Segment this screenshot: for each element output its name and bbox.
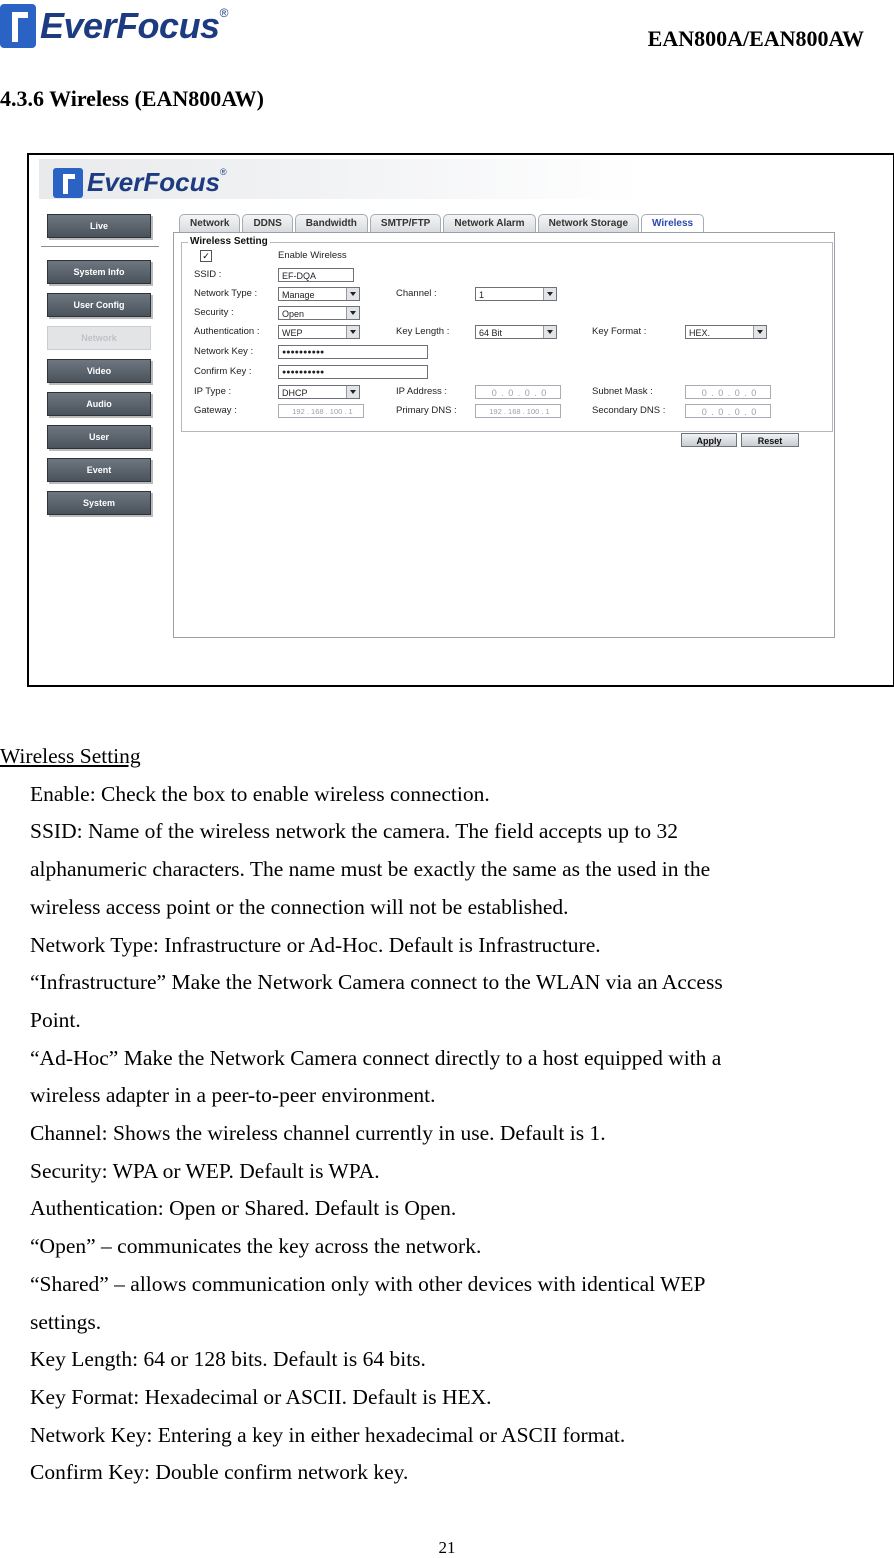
body-line: Point. — [30, 1007, 81, 1032]
key-length-value: 64 Bit — [479, 328, 503, 338]
primary-dns-label: Primary DNS : — [396, 405, 457, 416]
confirm-key-input[interactable]: ●●●●●●●●●● — [278, 365, 428, 379]
wireless-setting-group — [181, 236, 833, 432]
subnet-mask-label: Subnet Mask : — [592, 386, 653, 397]
sidebar-system-info-button[interactable]: System Info — [47, 260, 151, 284]
ssid-label: SSID : — [194, 269, 222, 280]
ssid-input[interactable]: EF-DQA — [278, 268, 354, 282]
body-line: “Shared” – allows communication only with other devices with identical WEP — [30, 1271, 706, 1296]
key-length-label: Key Length : — [396, 326, 450, 337]
chevron-down-icon — [346, 288, 359, 300]
body-line: “Ad-Hoc” Make the Network Camera connect directly to a host equipped with a — [30, 1045, 722, 1070]
page-number: 21 — [438, 1538, 456, 1557]
channel-label: Channel : — [396, 288, 437, 299]
tab-bandwidth[interactable]: Bandwidth — [295, 214, 368, 233]
everfocus-logo — [0, 2, 228, 50]
tab-network[interactable]: Network — [179, 214, 240, 233]
section-title: 4.3.6 Wireless (EAN800AW) — [0, 86, 264, 111]
screenshot-frame — [27, 153, 894, 687]
body-line: Channel: Shows the wireless channel currently in use. Default is 1. — [30, 1121, 606, 1146]
registered-mark: ® — [219, 167, 227, 177]
primary-dns-input[interactable]: 192 . 168 . 100 . 1 — [475, 404, 561, 418]
security-value: Open — [282, 309, 305, 319]
channel-value: 1 — [479, 290, 485, 300]
tab-network-storage[interactable]: Network Storage — [538, 214, 639, 233]
key-format-select[interactable] — [685, 325, 767, 339]
network-key-input[interactable]: ●●●●●●●●●● — [278, 345, 428, 359]
enable-wireless-label: Enable Wireless — [278, 250, 347, 261]
chevron-down-icon — [753, 326, 766, 338]
security-label: Security : — [194, 307, 234, 318]
authentication-label: Authentication : — [194, 326, 260, 337]
chevron-down-icon — [346, 326, 359, 338]
channel-select[interactable] — [475, 287, 557, 301]
sidebar-audio-button[interactable]: Audio — [47, 392, 151, 416]
subnet-mask-input[interactable]: 0 . 0 . 0 . 0 — [685, 385, 771, 399]
ip-address-input[interactable]: 0 . 0 . 0 . 0 — [475, 385, 561, 399]
tab-wireless[interactable]: Wireless — [641, 214, 704, 233]
screenshot-header — [39, 159, 639, 199]
sidebar-separator — [41, 246, 159, 247]
network-tabs — [179, 214, 706, 233]
body-line: SSID: Name of the wireless network the camera. The field accepts up to 32 — [30, 819, 678, 844]
body-line: alphanumeric characters. The name must be exactly the same as the used in the — [30, 857, 711, 882]
everfocus-logo-icon — [0, 4, 36, 48]
sidebar-network-button[interactable]: Network — [47, 326, 151, 350]
body-line: Confirm Key: Double confirm network key. — [30, 1460, 409, 1485]
ip-type-label: IP Type : — [194, 386, 232, 397]
confirm-key-label: Confirm Key : — [194, 366, 252, 377]
wireless-setting-legend: Wireless Setting — [190, 236, 268, 247]
body-line: Network Type: Infrastructure or Ad-Hoc. Default is Infrastructure. — [30, 932, 601, 957]
ip-type-select[interactable] — [278, 385, 360, 399]
screenshot-logo-text: EverFocus — [87, 167, 220, 197]
body-line: Security: WPA or WEP. Default is WPA. — [30, 1158, 380, 1183]
body-text — [0, 738, 880, 1492]
security-select[interactable] — [278, 306, 360, 320]
tab-ddns[interactable]: DDNS — [242, 214, 292, 233]
chevron-down-icon — [543, 288, 556, 300]
sidebar-live-button[interactable]: Live — [47, 214, 151, 238]
screenshot-logo — [53, 167, 227, 198]
body-line: Key Length: 64 or 128 bits. Default is 64 bits. — [30, 1347, 426, 1372]
secondary-dns-input[interactable]: 0 . 0 . 0 . 0 — [685, 404, 771, 418]
sidebar-event-button[interactable]: Event — [47, 458, 151, 482]
chevron-down-icon — [346, 386, 359, 398]
network-type-label: Network Type : — [194, 288, 258, 299]
enable-wireless-checkbox[interactable]: ✓ — [200, 250, 212, 262]
wireless-panel — [173, 232, 835, 638]
body-line: wireless adapter in a peer-to-peer environment. — [30, 1083, 436, 1108]
sidebar-video-button[interactable]: Video — [47, 359, 151, 383]
body-line: Enable: Check the box to enable wireless connection. — [30, 781, 490, 806]
ip-address-label: IP Address : — [396, 386, 448, 397]
body-line: Network Key: Entering a key in either hexadecimal or ASCII format. — [30, 1422, 626, 1447]
gateway-label: Gateway : — [194, 405, 237, 416]
everfocus-logo-icon — [53, 168, 83, 198]
key-format-value: HEX. — [689, 328, 711, 338]
body-line: “Open” – communicates the key across the network. — [30, 1234, 482, 1259]
body-line: “Infrastructure” Make the Network Camera connect to the WLAN via an Access — [30, 970, 723, 995]
body-line: wireless access point or the connection will not be established. — [30, 894, 569, 919]
body-line: Key Format: Hexadecimal or ASCII. Default is HEX. — [30, 1384, 492, 1409]
body-line: Authentication: Open or Shared. Default is Open. — [30, 1196, 457, 1221]
network-key-label: Network Key : — [194, 346, 254, 357]
authentication-value: WEP — [282, 328, 303, 338]
secondary-dns-label: Secondary DNS : — [592, 405, 666, 416]
network-type-value: Manage — [282, 290, 315, 300]
tab-network-alarm[interactable]: Network Alarm — [443, 214, 535, 233]
registered-mark: ® — [219, 6, 229, 20]
sidebar-user-button[interactable]: User — [47, 425, 151, 449]
reset-button[interactable]: Reset — [741, 433, 799, 447]
apply-button[interactable]: Apply — [681, 433, 737, 447]
tab-smtp-ftp[interactable]: SMTP/FTP — [370, 214, 441, 233]
sidebar-system-button[interactable]: System — [47, 491, 151, 515]
body-line: settings. — [30, 1309, 102, 1334]
gateway-input[interactable]: 192 . 168 . 100 . 1 — [278, 404, 364, 418]
model-title: EAN800A/EAN800AW — [647, 26, 864, 51]
logo-text: EverFocus — [40, 5, 220, 46]
ip-type-value: DHCP — [282, 388, 308, 398]
sidebar-user-config-button[interactable]: User Config — [47, 293, 151, 317]
authentication-select[interactable] — [278, 325, 360, 339]
chevron-down-icon — [543, 326, 556, 338]
network-type-select[interactable] — [278, 287, 360, 301]
chevron-down-icon — [346, 307, 359, 319]
wireless-setting-heading: Wireless Setting — [0, 744, 141, 768]
key-length-select[interactable] — [475, 325, 557, 339]
key-format-label: Key Format : — [592, 326, 647, 337]
